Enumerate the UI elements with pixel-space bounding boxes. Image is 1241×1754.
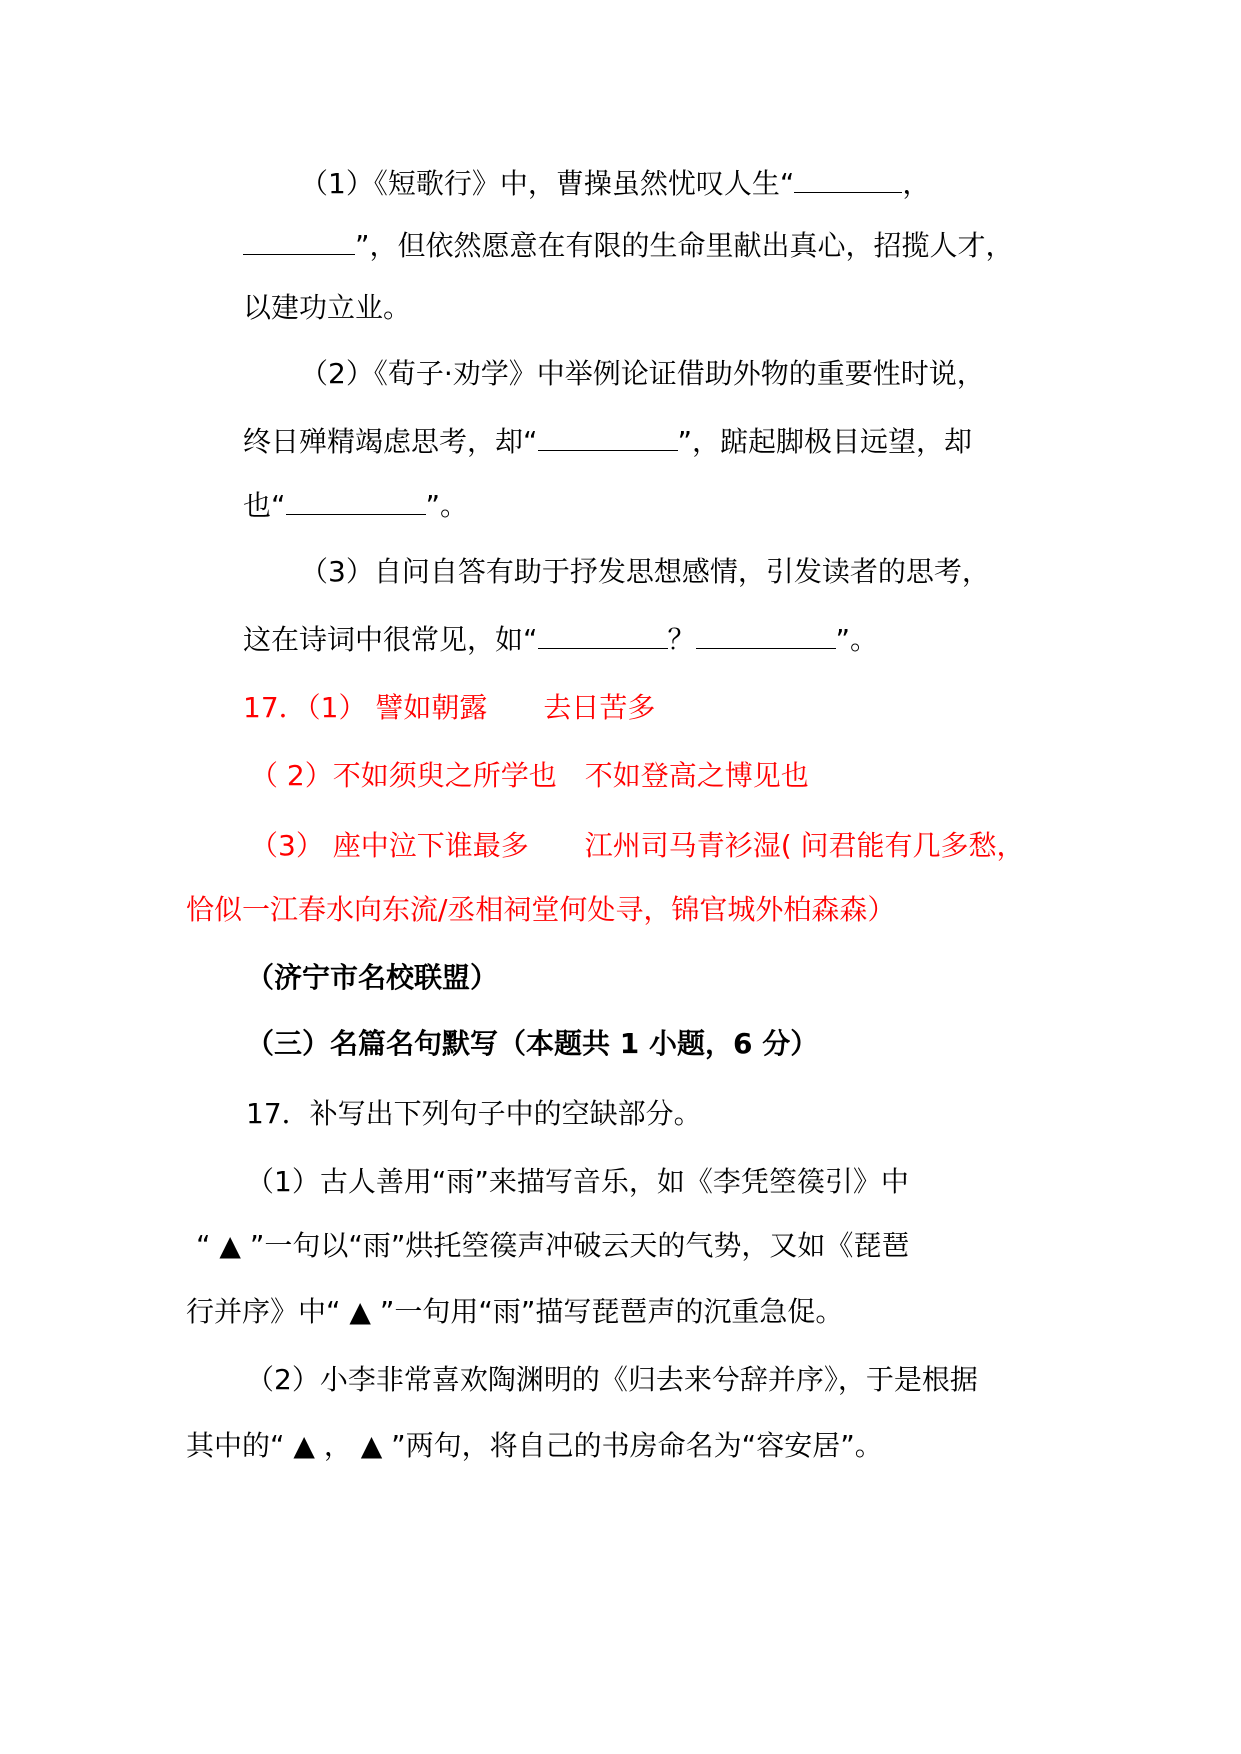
p2-line1: （2）小李非常喜欢陶渊明的《归去来兮辞并序》，于是根据 (246, 1363, 978, 1396)
q2-line3 (243, 484, 468, 526)
q3-line2-b: ”。 (835, 623, 879, 656)
answer-3-line1: （3） 座中泣下谁最多 江州司马青衫湿( 问君能有几多愁， (250, 829, 1025, 862)
p1-line1: （1）古人善用“雨”来描写音乐，如《李凭箜篌引》中 (246, 1165, 909, 1198)
instruction: 17．补写出下列句子中的空缺部分。 (246, 1097, 702, 1130)
source-label: （济宁市名校联盟） (246, 961, 499, 994)
q1-line2-text: ”，但依然愿意在有限的生命里献出真心，招揽人才， (355, 229, 1014, 262)
answer-3-line2: 恰似一江春水向东流/丞相祠堂何处寻，锦官城外柏森森） (186, 893, 896, 926)
p2-line2: 其中的“ ▲ ， ▲ ”两句，将自己的书房命名为“容安居”。 (186, 1429, 883, 1462)
q3-line2-a: 这在诗词中很常见，如“ (243, 623, 538, 656)
answer-blank (286, 484, 426, 515)
q3-line2-mid: ？ (667, 623, 696, 656)
q1-line2 (243, 224, 1014, 266)
q3-line1: （3）自问自答有助于抒发思想感情，引发读者的思考， (300, 555, 990, 588)
p1-line2: “ ▲ ”一句以“雨”烘托箜篌声冲破云天的气势，又如《琵琶 (196, 1229, 910, 1262)
answer-blank (538, 420, 678, 451)
q1-line1-text: （1）《短歌行》中，曹操虽然忧叹人生“ (300, 167, 795, 200)
answer-blank (696, 618, 836, 649)
q2-line2 (243, 420, 972, 462)
answer-2: （ 2）不如须臾之所学也 不如登高之博见也 (250, 759, 809, 792)
q2-line3-a: 也“ (243, 489, 286, 522)
q2-line2-b: ”，踮起脚极目远望，却 (677, 425, 973, 458)
q1-line3: 以建功立业。 (243, 291, 412, 324)
q2-line2-a: 终日殚精竭虑思考，却“ (243, 425, 538, 458)
p1-line3: 行并序》中“ ▲ ”一句用“雨”描写琵琶声的沉重急促。 (186, 1295, 844, 1328)
q2-line3-b: ”。 (425, 489, 469, 522)
q3-line2 (243, 618, 878, 660)
q1-line1-end: ， (902, 167, 931, 200)
answer-blank (538, 618, 668, 649)
q2-line1: （2）《荀子·劝学》中举例论证借助外物的重要性时说， (300, 357, 985, 390)
answer-blank (794, 162, 902, 193)
answer-blank (243, 224, 355, 255)
q1-line1 (300, 162, 930, 204)
answer-1: 17．（1） 譬如朝露 去日苦多 (243, 691, 656, 724)
section-heading: （三）名篇名句默写（本题共 1 小题，6 分） (246, 1027, 819, 1060)
